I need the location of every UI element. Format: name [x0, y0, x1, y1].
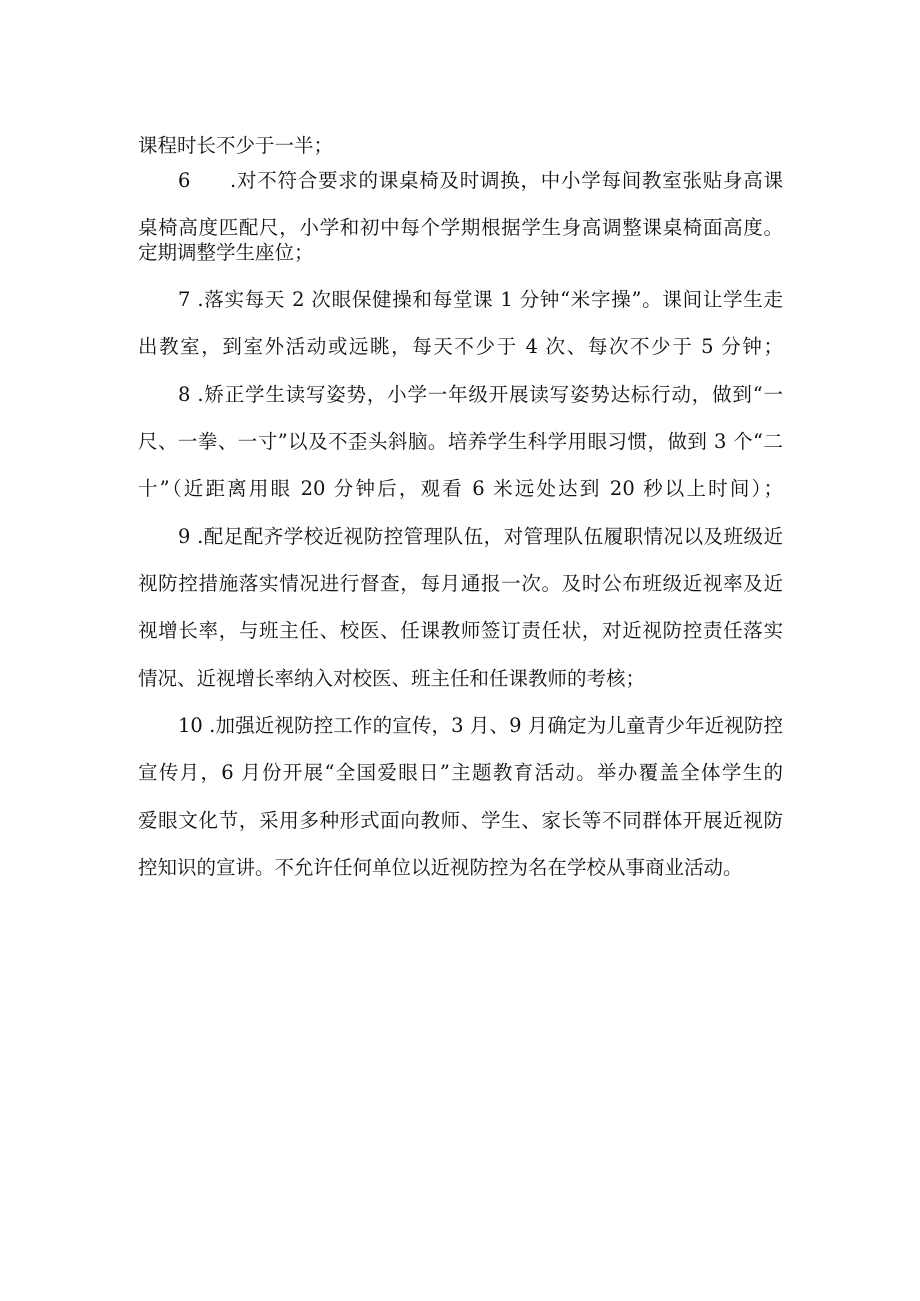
- text-line: 定期调整学生座位；: [138, 241, 314, 264]
- text-line: 视防控措施落实情况进行督查，每月通报一次。及时公布班级近视率及近: [138, 572, 783, 595]
- text-line: 8 .矫正学生读写姿势，小学一年级开展读写姿势达标行动，做到“一: [178, 383, 783, 406]
- text-line: 视增长率，与班主任、校医、任课教师签订责任状，对近视防控责任落实: [138, 619, 783, 642]
- text-line: 7 .落实每天 2 次眼保健操和每堂课 1 分钟“米字操”。课间让学生走: [178, 288, 783, 311]
- text-line: 爱眼文化节，采用多种形式面向教师、学生、家长等不同群体开展近视防: [138, 809, 783, 832]
- text-line: .对不符合要求的课桌椅及时调换，中小学每间教室张贴身高课: [230, 169, 783, 192]
- text-line: 情况、近视增长率纳入对校医、班主任和任课教师的考核；: [138, 667, 646, 690]
- text-line: 10 .加强近视防控工作的宣传，3 月、9 月确定为儿童青少年近视防控: [178, 714, 783, 737]
- text-line: 十”（近距离用眼 20 分钟后，观看 6 米远处达到 20 秒以上时间）；: [138, 477, 783, 500]
- text-line: 课程时长不少于一半；: [138, 134, 334, 157]
- text-line: 控知识的宣讲。不允许任何单位以近视防控为名在学校从事商业活动。: [138, 856, 743, 879]
- text-line: 9 .配足配齐学校近视防控管理队伍，对管理队伍履职情况以及班级近: [178, 525, 783, 548]
- text-line: 出教室，到室外活动或远眺，每天不少于 4 次、每次不少于 5 分钟；: [138, 335, 783, 358]
- text-line: 尺、一拳、一寸”以及不歪头斜脑。培养学生科学用眼习惯，做到 3 个“二: [138, 430, 783, 453]
- text-line: 桌椅高度匹配尺，小学和初中每个学期根据学生身高调整课桌椅面高度。: [138, 216, 783, 239]
- item-number: 6: [178, 169, 191, 192]
- text-line: 宣传月，6 月份开展“全国爱眼日”主题教育活动。举办覆盖全体学生的: [138, 761, 783, 784]
